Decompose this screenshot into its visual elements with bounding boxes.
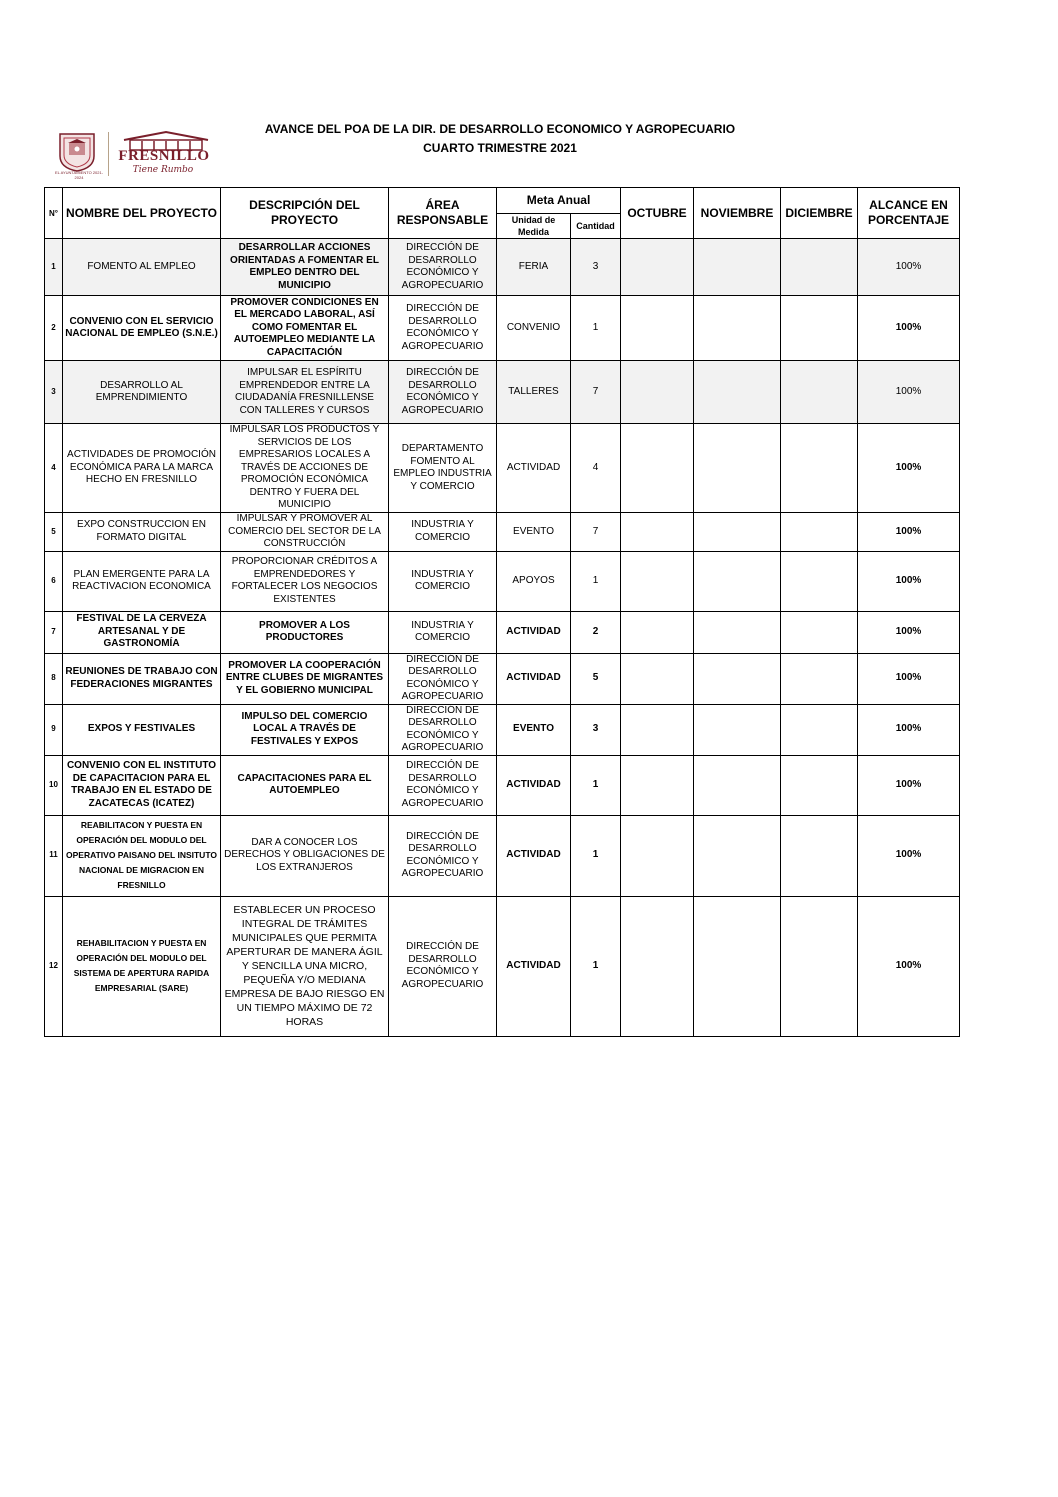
reach-percentage: 100% <box>858 551 960 611</box>
header-area: ÁREA RESPONSABLE <box>389 188 497 239</box>
table-row <box>45 704 960 755</box>
row-number: 7 <box>45 611 63 653</box>
quantity: 3 <box>571 239 621 296</box>
november-value <box>694 513 781 552</box>
project-name: FESTIVAL DE LA CERVEZA ARTESANAL Y DE GASTRONOMÍA <box>63 611 221 653</box>
table-row <box>45 755 960 815</box>
header-qty: Cantidad <box>571 214 621 239</box>
december-value <box>781 296 858 361</box>
december-value <box>781 424 858 513</box>
document-title <box>230 120 770 158</box>
brand-name: FRESNILLO <box>118 148 210 164</box>
responsible-area: DEPARTAMENTO FOMENTO AL EMPLEO INDUSTRIA Y COMERCIO <box>389 424 497 513</box>
december-value <box>781 653 858 704</box>
header-unit: Unidad de Medida <box>497 214 571 239</box>
unit-of-measure: APOYOS <box>497 551 571 611</box>
row-number: 4 <box>45 424 63 513</box>
unit-of-measure: FERIA <box>497 239 571 296</box>
quantity: 1 <box>571 296 621 361</box>
reach-percentage: 100% <box>858 755 960 815</box>
project-name: DESARROLLO AL EMPRENDIMIENTO <box>63 361 221 424</box>
october-value <box>621 424 694 513</box>
reach-percentage: 100% <box>858 239 960 296</box>
unit-of-measure: EVENTO <box>497 513 571 552</box>
quantity: 2 <box>571 611 621 653</box>
project-name: REUNIONES DE TRABAJO CON FEDERACIONES MIGRANTES <box>63 653 221 704</box>
table-row <box>45 551 960 611</box>
november-value <box>694 704 781 755</box>
table-row <box>45 239 960 296</box>
reach-percentage: 100% <box>858 704 960 755</box>
unit-of-measure: CONVENIO <box>497 296 571 361</box>
project-description: IMPULSO DEL COMERCIO LOCAL A TRAVÉS DE FESTIVALES Y EXPOS <box>221 704 389 755</box>
december-value <box>781 611 858 653</box>
november-value <box>694 755 781 815</box>
crest-caption: EL AYUNTAMIENTO 2021-2024 <box>54 170 104 180</box>
quantity: 1 <box>571 551 621 611</box>
responsible-area: DIRECCIÓN DE DESARROLLO ECONÓMICO Y AGROPECUARIO <box>389 239 497 296</box>
header-november: NOVIEMBRE <box>694 188 781 239</box>
responsible-area: DIRECCIÓN DE DESARROLLO ECONÓMICO Y AGROPECUARIO <box>389 755 497 815</box>
header-october: OCTUBRE <box>621 188 694 239</box>
project-name: PLAN EMERGENTE PARA LA REACTIVACION ECONOMICA <box>63 551 221 611</box>
row-number: 12 <box>45 896 63 1036</box>
october-value <box>621 704 694 755</box>
row-number: 2 <box>45 296 63 361</box>
reach-percentage: 100% <box>858 361 960 424</box>
municipal-crest-icon <box>54 130 100 172</box>
brand-tagline: Tiene Rumbo <box>132 165 194 175</box>
table-row <box>45 361 960 424</box>
reach-percentage: 100% <box>858 424 960 513</box>
fresnillo-logo <box>50 128 215 184</box>
reach-percentage: 100% <box>858 653 960 704</box>
unit-of-measure: ACTIVIDAD <box>497 424 571 513</box>
header-num: N° <box>45 188 63 239</box>
quantity: 7 <box>571 513 621 552</box>
row-number: 10 <box>45 755 63 815</box>
december-value <box>781 513 858 552</box>
responsible-area: INDUSTRIA Y COMERCIO <box>389 611 497 653</box>
row-number: 1 <box>45 239 63 296</box>
project-description: IMPULSAR EL ESPÍRITU EMPRENDEDOR ENTRE LA CIUDADANÍA FRESNILLENSE CON TALLERES Y CURSOS <box>221 361 389 424</box>
quantity: 7 <box>571 361 621 424</box>
unit-of-measure: ACTIVIDAD <box>497 815 571 896</box>
december-value <box>781 896 858 1036</box>
project-name: EXPO CONSTRUCCION EN FORMATO DIGITAL <box>63 513 221 552</box>
november-value <box>694 239 781 296</box>
reach-percentage: 100% <box>858 513 960 552</box>
project-description: PROMOVER CONDICIONES EN EL MERCADO LABORAL, ASÍ COMO FOMENTAR EL AUTOEMPLEO MEDIANTE LA CAPACITACIÓN <box>221 296 389 361</box>
header-reach: ALCANCE EN PORCENTAJE <box>858 188 960 239</box>
december-value <box>781 239 858 296</box>
unit-of-measure: ACTIVIDAD <box>497 611 571 653</box>
project-description: ESTABLECER UN PROCESO INTEGRAL DE TRÁMITES MUNICIPALES QUE PERMITA APERTURAR DE MANERA ÁGIL Y SENCILLA UNA MICRO, PEQUEÑA Y/O MEDIANA EMPRESA DE BAJO RIESGO EN UN TIEMPO MÁXIMO DE 72 HORAS <box>221 896 389 1036</box>
october-value <box>621 896 694 1036</box>
project-description: PROMOVER A LOS PRODUCTORES <box>221 611 389 653</box>
project-description: PROPORCIONAR CRÉDITOS A EMPRENDEDORES Y FORTALECER LOS NEGOCIOS EXISTENTES <box>221 551 389 611</box>
responsible-area: DIRECCIÓN DE DESARROLLO ECONÓMICO Y AGROPECUARIO <box>389 653 497 704</box>
row-number: 5 <box>45 513 63 552</box>
project-description: PROMOVER LA COOPERACIÓN ENTRE CLUBES DE MIGRANTES Y EL GOBIERNO MUNICIPAL <box>221 653 389 704</box>
november-value <box>694 896 781 1036</box>
december-value <box>781 361 858 424</box>
row-number: 9 <box>45 704 63 755</box>
table-row <box>45 424 960 513</box>
responsible-area: DIRECCIÓN DE DESARROLLO ECONÓMICO Y AGROPECUARIO <box>389 361 497 424</box>
responsible-area: INDUSTRIA Y COMERCIO <box>389 513 497 552</box>
quantity: 4 <box>571 424 621 513</box>
december-value <box>781 815 858 896</box>
quantity: 5 <box>571 653 621 704</box>
october-value <box>621 239 694 296</box>
table-row <box>45 815 960 896</box>
october-value <box>621 611 694 653</box>
quantity: 3 <box>571 704 621 755</box>
quantity: 1 <box>571 896 621 1036</box>
row-number: 3 <box>45 361 63 424</box>
quantity: 1 <box>571 815 621 896</box>
october-value <box>621 551 694 611</box>
december-value <box>781 551 858 611</box>
november-value <box>694 815 781 896</box>
project-description: CAPACITACIONES PARA EL AUTOEMPLEO <box>221 755 389 815</box>
poa-table <box>44 187 960 1037</box>
project-name: REHABILITACION Y PUESTA EN OPERACIÓN DEL MODULO DEL SISTEMA DE APERTURA RAPIDA EMPRESARIAL (SARE) <box>63 896 221 1036</box>
project-name: CONVENIO CON EL INSTITUTO DE CAPACITACION PARA EL TRABAJO EN EL ESTADO DE ZACATECAS (ICATEZ) <box>63 755 221 815</box>
header-meta-anual: Meta Anual <box>497 188 621 214</box>
responsible-area: DIRECCIÓN DE DESARROLLO ECONÓMICO Y AGROPECUARIO <box>389 296 497 361</box>
logo-divider <box>108 132 109 176</box>
responsible-area: INDUSTRIA Y COMERCIO <box>389 551 497 611</box>
unit-of-measure: ACTIVIDAD <box>497 896 571 1036</box>
project-name: FOMENTO AL EMPLEO <box>63 239 221 296</box>
table-row <box>45 513 960 552</box>
responsible-area: DIRECCIÓN DE DESARROLLO ECONÓMICO Y AGROPECUARIO <box>389 704 497 755</box>
title-line-1: AVANCE DEL POA DE LA DIR. DE DESARROLLO ECONOMICO Y AGROPECUARIO <box>264 122 736 136</box>
october-value <box>621 653 694 704</box>
november-value <box>694 424 781 513</box>
reach-percentage: 100% <box>858 296 960 361</box>
unit-of-measure: EVENTO <box>497 704 571 755</box>
project-name: CONVENIO CON EL SERVICIO NACIONAL DE EMPLEO (S.N.E.) <box>63 296 221 361</box>
project-description: IMPULSAR LOS PRODUCTOS Y SERVICIOS DE LOS EMPRESARIOS LOCALES A TRAVÉS DE ACCIONES DE PROMOCIÓN ECONÓMICA DENTRO Y FUERA DEL MUNICIPIO <box>221 424 389 513</box>
table-row <box>45 653 960 704</box>
row-number: 8 <box>45 653 63 704</box>
november-value <box>694 551 781 611</box>
responsible-area: DIRECCIÓN DE DESARROLLO ECONÓMICO Y AGROPECUARIO <box>389 815 497 896</box>
project-name: REABILITACON Y PUESTA EN OPERACIÓN DEL MODULO DEL OPERATIVO PAISANO DEL INSITUTO NACIONAL DE MIGRACION EN FRESNILLO <box>63 815 221 896</box>
quantity: 1 <box>571 755 621 815</box>
december-value <box>781 755 858 815</box>
october-value <box>621 755 694 815</box>
reach-percentage: 100% <box>858 896 960 1036</box>
october-value <box>621 513 694 552</box>
table-row <box>45 296 960 361</box>
reach-percentage: 100% <box>858 815 960 896</box>
table-row <box>45 611 960 653</box>
project-description: DESARROLLAR ACCIONES ORIENTADAS A FOMENTAR EL EMPLEO DENTRO DEL MUNICIPIO <box>221 239 389 296</box>
project-name: EXPOS Y FESTIVALES <box>63 704 221 755</box>
header-december: DICIEMBRE <box>781 188 858 239</box>
title-line-2: CUARTO TRIMESTRE 2021 <box>423 141 577 155</box>
november-value <box>694 361 781 424</box>
row-number: 11 <box>45 815 63 896</box>
header-project: NOMBRE DEL PROYECTO <box>63 188 221 239</box>
project-description: DAR A CONOCER LOS DERECHOS Y OBLIGACIONES DE LOS EXTRANJEROS <box>221 815 389 896</box>
october-value <box>621 361 694 424</box>
unit-of-measure: ACTIVIDAD <box>497 653 571 704</box>
october-value <box>621 296 694 361</box>
header-description: DESCRIPCIÓN DEL PROYECTO <box>221 188 389 239</box>
table-row <box>45 896 960 1036</box>
project-description: IMPULSAR Y PROMOVER AL COMERCIO DEL SECTOR DE LA CONSTRUCCIÓN <box>221 513 389 552</box>
unit-of-measure: ACTIVIDAD <box>497 755 571 815</box>
responsible-area: DIRECCIÓN DE DESARROLLO ECONÓMICO Y AGROPECUARIO <box>389 896 497 1036</box>
project-name: ACTIVIDADES DE PROMOCIÓN ECONÓMICA PARA LA MARCA HECHO EN FRESNILLO <box>63 424 221 513</box>
november-value <box>694 653 781 704</box>
november-value <box>694 296 781 361</box>
reach-percentage: 100% <box>858 611 960 653</box>
unit-of-measure: TALLERES <box>497 361 571 424</box>
november-value <box>694 611 781 653</box>
october-value <box>621 815 694 896</box>
december-value <box>781 704 858 755</box>
row-number: 6 <box>45 551 63 611</box>
